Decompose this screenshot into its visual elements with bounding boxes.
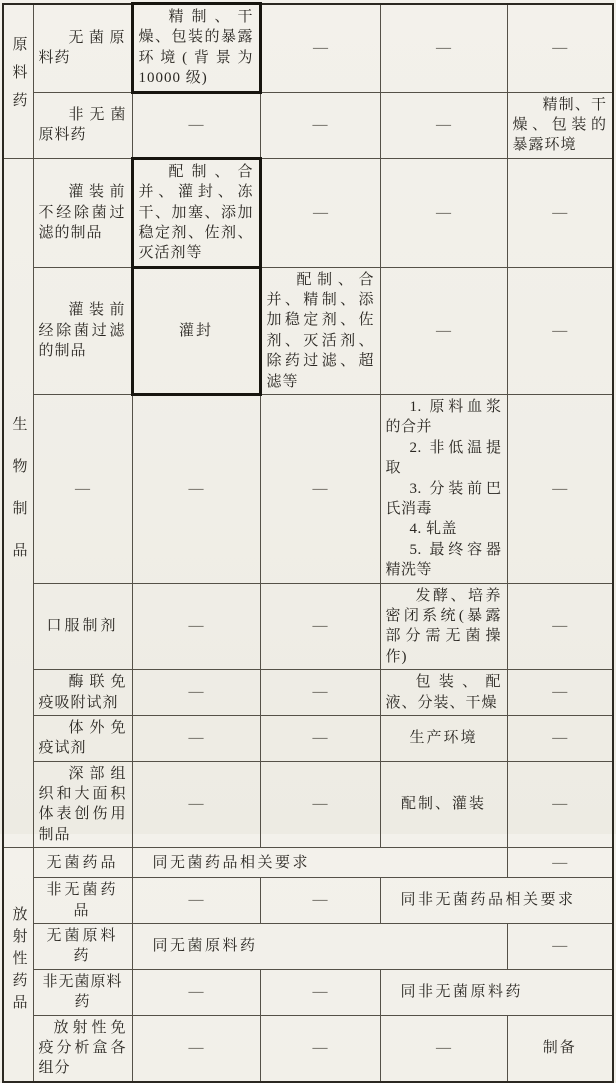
row-label-nonsterile-api: 非无菌原料药 bbox=[33, 92, 132, 158]
cell-r9-c3: — bbox=[132, 761, 260, 848]
cell-r2-c4: — bbox=[260, 92, 380, 158]
row-label-ria-kit-components: 放射性免疫分析盒各组分 bbox=[33, 1015, 132, 1082]
cell-r2-c5: — bbox=[380, 92, 507, 158]
cell-r1-c6: — bbox=[507, 4, 613, 93]
cell-r10-c6: — bbox=[507, 848, 613, 878]
cell-r8-c6: — bbox=[507, 715, 613, 761]
cell-r7-c4: — bbox=[260, 670, 380, 716]
cell-r6-c3: — bbox=[132, 583, 260, 670]
cell-r14-preparation: 制备 bbox=[507, 1015, 613, 1082]
table-row bbox=[3, 267, 613, 394]
row-label-oral-preparations: 口服制剂 bbox=[33, 583, 132, 670]
table-row bbox=[3, 715, 613, 761]
cell-r3-process-highlighted: 配制、合并、灌封、冻干、加塞、添加稳定剂、佐剂、灭活剂等 bbox=[132, 158, 260, 267]
cell-r9-c4: — bbox=[260, 761, 380, 848]
cell-r6-process: 发酵、培养密闭系统(暴露部分需无菌操作) bbox=[380, 583, 507, 670]
cell-r8-process: 生产环境 bbox=[380, 715, 507, 761]
table-row bbox=[3, 848, 613, 878]
cell-r3-c4: — bbox=[260, 158, 380, 267]
row-label-elisa-reagents: 酶联免疫吸附试剂 bbox=[33, 670, 132, 716]
row-label-r5: — bbox=[33, 395, 132, 584]
gmp-classification-table bbox=[2, 2, 614, 1083]
cell-r8-c3: — bbox=[132, 715, 260, 761]
list-item: 4. 轧盖 bbox=[409, 521, 458, 538]
cell-r1-c4: — bbox=[260, 4, 380, 93]
cell-r14-c4: — bbox=[260, 1015, 380, 1082]
cell-r2-c3: — bbox=[132, 92, 260, 158]
row-label-sterile-api-radio: 无菌原料药 bbox=[33, 924, 132, 970]
table-row bbox=[3, 92, 613, 158]
cell-r5-c4: — bbox=[260, 395, 380, 584]
section-label-radiopharma bbox=[3, 848, 33, 1082]
cell-r13-reference: 同非无菌原料药 bbox=[380, 969, 613, 1015]
list-item: 1. 原料血浆的合并 bbox=[385, 399, 502, 436]
cell-r2-process: 精制、干燥、包装的暴露环境 bbox=[507, 92, 613, 158]
table-row bbox=[3, 969, 613, 1015]
section-label-api bbox=[3, 4, 33, 159]
table-row bbox=[3, 583, 613, 670]
table-row bbox=[3, 924, 613, 970]
cell-r3-c6: — bbox=[507, 158, 613, 267]
section-label-biologics bbox=[3, 158, 33, 848]
cell-r1-c5: — bbox=[380, 4, 507, 93]
table-row bbox=[3, 878, 613, 924]
cell-r6-c6: — bbox=[507, 583, 613, 670]
list-item: 5. 最终容器精洗等 bbox=[385, 541, 502, 579]
cell-r9-c6: — bbox=[507, 761, 613, 848]
cell-r9-process: 配制、灌装 bbox=[380, 761, 507, 848]
cell-r8-c4: — bbox=[260, 715, 380, 761]
section-label-api-text: 原料药 bbox=[10, 35, 27, 120]
cell-r13-c4: — bbox=[260, 969, 380, 1015]
cell-r6-c4: — bbox=[260, 583, 380, 670]
row-label-sterile-api: 无菌原料药 bbox=[33, 4, 132, 93]
row-label-invitro-reagents: 体外免疫试剂 bbox=[33, 715, 132, 761]
cell-r5-c6: — bbox=[507, 395, 613, 584]
cell-r12-reference: 同无菌原料药 bbox=[132, 924, 507, 970]
cell-r7-process: 包装、配液、分装、干燥 bbox=[380, 670, 507, 716]
cell-r4-c5: — bbox=[380, 267, 507, 394]
cell-r14-c3: — bbox=[132, 1015, 260, 1082]
row-label-sterile-drugs: 无菌药品 bbox=[33, 848, 132, 878]
table-row bbox=[3, 761, 613, 848]
cell-r7-c6: — bbox=[507, 670, 613, 716]
cell-r14-c5: — bbox=[380, 1015, 507, 1082]
cell-r4-filling-highlighted: 灌封 bbox=[132, 267, 260, 394]
table-row bbox=[3, 395, 613, 584]
cell-r5-c3: — bbox=[132, 395, 260, 584]
cell-r13-c3: — bbox=[132, 969, 260, 1015]
section-label-radiopharma-text: 放射性药品 bbox=[10, 906, 27, 1017]
cell-r10-reference: 同无菌药品相关要求 bbox=[132, 848, 507, 878]
cell-r12-c6: — bbox=[507, 924, 613, 970]
section-label-biologics-text: 生物制品 bbox=[10, 415, 27, 584]
list-item: 2. 非低温提取 bbox=[385, 439, 502, 477]
row-label-nonsterile-api-radio: 非无菌原料药 bbox=[33, 969, 132, 1015]
cell-r7-c3: — bbox=[132, 670, 260, 716]
row-label-deep-tissue-products: 深部组织和大面积体表创伤用制品 bbox=[33, 761, 132, 848]
row-label-unfiltered-products: 灌装前不经除菌过滤的制品 bbox=[33, 158, 132, 267]
cell-r4-process: 配制、合并、精制、添加稳定剂、佐剂、灭活剂、除药过滤、超滤等 bbox=[260, 267, 380, 394]
table-row bbox=[3, 670, 613, 716]
cell-r11-c4: — bbox=[260, 878, 380, 924]
table-row bbox=[3, 1015, 613, 1082]
row-label-nonsterile-drugs: 非无菌药品 bbox=[33, 878, 132, 924]
cell-r11-c3: — bbox=[132, 878, 260, 924]
cell-r1-process-highlighted: 精制、干燥、包装的暴露环境(背景为 10000 级) bbox=[132, 4, 260, 93]
cell-r4-c6: — bbox=[507, 267, 613, 394]
cell-r11-reference: 同非无菌药品相关要求 bbox=[380, 878, 613, 924]
row-label-filtered-products: 灌装前经除菌过滤的制品 bbox=[33, 267, 132, 394]
cell-r5-process-list bbox=[380, 395, 507, 584]
cell-r3-c5: — bbox=[380, 158, 507, 267]
list-item: 3. 分装前巴氏消毒 bbox=[385, 480, 502, 517]
table-row bbox=[3, 4, 613, 93]
table-row bbox=[3, 158, 613, 267]
